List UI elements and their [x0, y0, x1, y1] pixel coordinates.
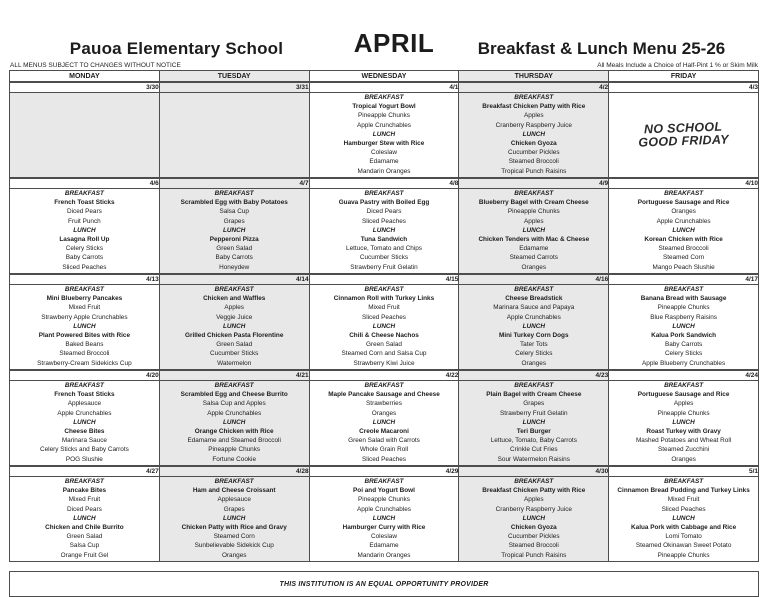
menu-item: Cheese Breadstick [505, 295, 563, 303]
breakfast-label: BREAKFAST [64, 190, 104, 197]
menu-item: Lettuce, Tomato and Chips [346, 245, 422, 253]
breakfast-label: BREAKFAST [64, 478, 104, 485]
menu-item: Sliced Peaches [361, 455, 407, 463]
menu-item: Applesauce [67, 400, 102, 408]
menu-item: Apple Blueberry Crunchables [642, 359, 726, 367]
menu-item: Blueberry Bagel with Cream Cheese [478, 199, 589, 207]
breakfast-label: BREAKFAST [214, 478, 254, 485]
breakfast-label: BREAKFAST [364, 382, 404, 389]
week-row [10, 381, 759, 467]
breakfast-label: BREAKFAST [664, 190, 704, 197]
menu-item: Celery Sticks and Baby Carrots [40, 446, 129, 454]
menu-item: Edamame [369, 542, 399, 550]
menu-item: Sliced Peaches [361, 217, 407, 225]
date-cell: 4/16 [459, 274, 609, 285]
menu-item: Banana Bread with Sausage [640, 295, 727, 303]
date-cell: 4/9 [459, 178, 609, 189]
menu-item: Apples [224, 304, 244, 312]
menu-item: Pineapple Chunks [358, 112, 410, 120]
menu-item: Blue Raspberry Raisins [650, 313, 717, 321]
date-cell: 4/24 [609, 370, 759, 381]
menu-item: Korean Chicken with Rice [644, 236, 723, 244]
menu-item: Oranges [521, 359, 547, 367]
menu-cell [609, 189, 759, 275]
date-row [10, 466, 759, 477]
lunch-label: LUNCH [522, 226, 545, 234]
equal-opportunity-statement: THIS INSTITUTION IS AN EQUAL OPPORTUNITY PROVIDER [279, 580, 489, 588]
breakfast-label: BREAKFAST [64, 382, 104, 389]
menu-cell [309, 381, 459, 467]
menu-item: Mixed Fruit [667, 496, 700, 504]
menu-item: Scrambled Egg with Baby Potatoes [180, 199, 288, 207]
date-cell: 4/7 [159, 178, 309, 189]
menu-item: Poi and Yogurt Bowl [353, 487, 415, 495]
date-cell: 5/1 [609, 466, 759, 477]
menu-cell [10, 189, 160, 275]
date-cell: 4/27 [10, 466, 160, 477]
footer-box [9, 571, 759, 597]
week-row [10, 285, 759, 371]
menu-item: Edamame [519, 245, 549, 253]
menu-cell [309, 477, 459, 562]
menu-item: Lasagna Roll Up [59, 236, 110, 244]
menu-item: Strawberry Kiwi Juice [353, 359, 415, 367]
menu-cell [459, 285, 609, 371]
menu-item: Cranberry Raspberry Juice [495, 505, 572, 513]
menu-item: Steamed Okinawan Sweet Potato [635, 542, 732, 550]
menu-item: Oranges [671, 208, 696, 216]
menu-item: Hamburger Curry with Rice [342, 524, 426, 532]
breakfast-label: BREAKFAST [64, 286, 104, 293]
menu-cell [10, 285, 160, 371]
no-school-notice [609, 119, 759, 150]
menu-item: Apple Crunchables [356, 505, 411, 513]
lunch-label: LUNCH [672, 226, 695, 234]
date-cell: 4/29 [309, 466, 459, 477]
document-header [9, 28, 759, 59]
date-cell: 4/10 [609, 178, 759, 189]
menu-item: Mini Blueberry Pancakes [46, 295, 123, 303]
menu-item: Orange Fruit Gel [60, 551, 109, 559]
breakfast-label: BREAKFAST [514, 382, 554, 389]
menu-item: Steamed Carrots [509, 254, 558, 262]
month-title: APRIL [353, 28, 435, 58]
menu-item: Portuguese Sausage and Rice [637, 199, 730, 207]
date-cell: 3/31 [159, 82, 309, 93]
breakfast-label: BREAKFAST [664, 286, 704, 293]
breakfast-label: BREAKFAST [514, 190, 554, 197]
menu-item: French Toast Sticks [54, 391, 115, 399]
menu-item: Oranges [521, 263, 547, 271]
menu-item: Steamed Broccoli [658, 245, 709, 253]
menu-item: Tater Tots [519, 341, 548, 349]
menu-cell [159, 189, 309, 275]
menu-item: Strawberry-Cream Sidekicks Cup [37, 359, 132, 367]
menu-item: Sliced Peaches [361, 313, 407, 321]
day-header-1: TUESDAY [159, 71, 309, 83]
menu-item: Edamame [369, 158, 399, 166]
menu-item: Lettuce, Tomato, Baby Carrots [490, 437, 577, 445]
menu-item: Maple Pancake Sausage and Cheese [328, 391, 440, 399]
menu-item: Diced Pears [66, 505, 102, 513]
date-cell: 4/1 [309, 82, 459, 93]
menu-item: Chicken and Waffles [203, 295, 266, 303]
menu-item: Oranges [671, 455, 696, 463]
menu-item: Celery Sticks [515, 350, 553, 358]
breakfast-label: BREAKFAST [664, 478, 704, 485]
menu-item: Crinkle Cut Fries [509, 446, 558, 454]
menu-item: Strawberry Apple Crunchables [41, 313, 128, 321]
menu-item: Oranges [221, 551, 247, 559]
lunch-label: LUNCH [223, 226, 246, 234]
no-school-line: NO SCHOOL [643, 119, 723, 137]
date-cell: 4/20 [10, 370, 160, 381]
day-header-4: FRIDAY [609, 71, 759, 83]
lunch-label: LUNCH [73, 418, 96, 426]
week-row [10, 189, 759, 275]
lunch-label: LUNCH [223, 322, 246, 330]
menu-item: Guava Pastry with Boiled Egg [338, 199, 430, 207]
menu-item: Cucumber Pickles [508, 533, 560, 541]
menu-item: Mixed Fruit [368, 304, 400, 312]
menu-cell [609, 477, 759, 562]
date-cell: 4/13 [10, 274, 160, 285]
menu-item: Green Salad [216, 341, 253, 349]
menu-item: Plain Bagel with Cream Cheese [486, 391, 582, 399]
menu-item: Chicken and Chile Burrito [45, 524, 124, 532]
lunch-label: LUNCH [522, 418, 545, 426]
breakfast-label: BREAKFAST [664, 382, 704, 389]
menu-item: Steamed Broccoli [59, 350, 110, 358]
lunch-label: LUNCH [522, 130, 545, 138]
lunch-label: LUNCH [372, 514, 396, 522]
menu-item: Whole Grain Roll [359, 446, 409, 454]
menu-cell [609, 285, 759, 371]
lunch-label: LUNCH [372, 226, 396, 234]
menu-item: Mashed Potatoes and Wheat Roll [635, 437, 732, 445]
notes-row [9, 62, 759, 69]
breakfast-label: BREAKFAST [364, 190, 404, 197]
date-cell: 4/15 [309, 274, 459, 285]
menu-item: Grilled Chicken Pasta Florentine [185, 332, 284, 340]
menu-item: Celery Sticks [65, 245, 104, 253]
lunch-label: LUNCH [522, 514, 545, 522]
menu-item: Coleslaw [371, 533, 397, 541]
empty-cell [10, 93, 160, 179]
menu-item: Chicken Tenders with Mac & Cheese [478, 236, 590, 244]
menu-item: Mixed Fruit [68, 496, 101, 504]
menu-item: Cucumber Sticks [210, 350, 259, 358]
menu-item: Strawberries [366, 400, 402, 408]
empty-cell [159, 93, 309, 179]
school-name: Pauoa Elementary School [69, 39, 284, 58]
lunch-label: LUNCH [372, 322, 396, 330]
date-cell: 4/2 [459, 82, 609, 93]
menu-cell [159, 285, 309, 371]
menu-item: Apple Crunchables [57, 409, 112, 417]
menu-item: Fruit Punch [68, 217, 101, 225]
no-school-cell [609, 93, 759, 179]
menu-item: Diced Pears [66, 208, 102, 216]
day-header-2: WEDNESDAY [309, 71, 459, 83]
date-cell: 4/3 [609, 82, 759, 93]
menu-item: Baby Carrots [215, 254, 253, 262]
menu-cell [609, 381, 759, 467]
menu-cell [309, 189, 459, 275]
menu-item: Chicken Gyoza [510, 140, 557, 148]
menu-item: Steamed Corn and Salsa Cup [341, 350, 427, 358]
breakfast-label: BREAKFAST [514, 94, 554, 101]
menu-item: Oranges [371, 409, 397, 417]
menu-item: Watermelon [217, 359, 252, 367]
lunch-label: LUNCH [672, 514, 695, 522]
menu-item: Baked Beans [65, 341, 104, 349]
menu-item: Celery Sticks [664, 350, 703, 358]
menu-cell [459, 93, 609, 179]
menu-item: Apple Crunchables [207, 409, 262, 417]
menu-item: Grapes [523, 400, 545, 408]
menu-item: Strawberry Fruit Gelatin [500, 409, 568, 417]
lunch-label: LUNCH [672, 322, 695, 330]
menu-cell [459, 381, 609, 467]
menu-item: POG Slushie [65, 455, 103, 463]
menu-cell [459, 189, 609, 275]
menu-item: Honeydew [219, 263, 250, 271]
menu-item: Cinnamon Bread Pudding and Turkey Links [617, 487, 750, 495]
menu-item: Tropical Yogurt Bowl [352, 103, 416, 111]
menu-item: Steamed Zucchini [658, 446, 710, 454]
menu-item: Tropical Punch Raisins [501, 551, 567, 559]
lunch-label: LUNCH [372, 418, 396, 426]
lunch-label: LUNCH [522, 322, 545, 330]
milk-notice: All Meals Include a Choice of Half-Pint 1 % or Skim Milk [597, 62, 758, 69]
menu-item: Fortune Cookie [212, 455, 257, 463]
menu-cell [459, 477, 609, 562]
menu-item: Diced Pears [366, 208, 402, 216]
menu-item: Cucumber Sticks [359, 254, 409, 262]
menu-item: Pineapple Chunks [657, 409, 710, 417]
lunch-label: LUNCH [73, 226, 96, 234]
menu-item: Green Salad with Carrots [348, 437, 420, 445]
menu-cell [10, 477, 160, 562]
date-cell: 4/28 [159, 466, 309, 477]
date-cell: 4/8 [309, 178, 459, 189]
breakfast-label: BREAKFAST [214, 286, 254, 293]
menu-item: Plant Powered Bites with Rice [38, 332, 131, 340]
date-row [10, 178, 759, 189]
week-row [10, 93, 759, 179]
menu-item: Applesauce [217, 496, 251, 504]
menu-item: Veggie Juice [216, 313, 253, 321]
menu-item: Edamame and Steamed Broccoli [187, 437, 281, 445]
menu-item: Hamburger Stew with Rice [343, 140, 425, 148]
menu-item: Creole Macaroni [359, 428, 409, 436]
menu-item: Teri Burger [516, 428, 551, 436]
menu-item: Portuguese Sausage and Rice [637, 391, 730, 399]
menu-item: Sliced Peaches [62, 263, 107, 271]
menu-item: Steamed Broccoli [508, 542, 559, 550]
menu-item: Baby Carrots [664, 341, 703, 349]
menu-item: Tuna Sandwich [360, 236, 408, 244]
lunch-label: LUNCH [223, 418, 246, 426]
menu-item: Apple Crunchables [656, 217, 711, 225]
menu-cell [10, 381, 160, 467]
menu-item: Green Salad [366, 341, 402, 349]
menu-item: Scrambled Egg and Cheese Burrito [180, 391, 288, 399]
week-row [10, 477, 759, 562]
no-school-line: GOOD FRIDAY [638, 132, 730, 150]
date-cell: 4/22 [309, 370, 459, 381]
menu-item: Green Salad [216, 245, 253, 253]
menu-item: Grapes [223, 217, 245, 225]
menu-item: Chili & Cheese Nachos [349, 332, 419, 340]
menu-item: Sliced Peaches [661, 505, 706, 513]
menu-item: Mandarin Oranges [357, 551, 411, 559]
menu-item: Marinara Sauce and Papaya [493, 304, 575, 312]
menu-item: Cheese Bites [64, 428, 105, 436]
date-cell: 3/30 [10, 82, 160, 93]
breakfast-label: BREAKFAST [514, 478, 554, 485]
menu-calendar [9, 70, 759, 562]
breakfast-label: BREAKFAST [514, 286, 554, 293]
date-cell: 4/14 [159, 274, 309, 285]
day-header-3: THURSDAY [459, 71, 609, 83]
menu-item: Apple Crunchables [506, 313, 561, 321]
menu-item: Mango Peach Slushie [652, 263, 715, 271]
menu-item: Kalua Pork Sandwich [651, 332, 717, 340]
date-cell: 4/17 [609, 274, 759, 285]
lunch-label: LUNCH [223, 514, 246, 522]
breakfast-label: BREAKFAST [364, 94, 404, 101]
breakfast-label: BREAKFAST [364, 286, 404, 293]
menu-item: Lomi Tomato [665, 533, 702, 541]
menu-item: Orange Chicken with Rice [194, 428, 274, 436]
menu-item: Mandarin Oranges [357, 167, 411, 175]
menu-item: Roast Turkey with Gravy [646, 428, 721, 436]
menu-item: Breakfast Chicken Patty with Rice [482, 103, 586, 111]
date-row [10, 370, 759, 381]
menu-item: Marinara Sauce [61, 437, 107, 445]
day-header-0: MONDAY [10, 71, 160, 83]
date-row [10, 274, 759, 285]
date-cell: 4/6 [10, 178, 160, 189]
lunch-label: LUNCH [372, 130, 396, 138]
menu-item: Cranberry Raspberry Juice [495, 121, 572, 129]
menu-item: Sour Watermelon Raisins [497, 455, 570, 463]
menu-item: Apples [673, 400, 694, 408]
menu-item: Pineapple Chunks [208, 446, 261, 454]
menu-item: Sunbelievable Sidekick Cup [194, 542, 274, 550]
date-cell: 4/30 [459, 466, 609, 477]
menu-item: Coleslaw [371, 149, 397, 157]
date-cell: 4/23 [459, 370, 609, 381]
menu-item: Strawberry Fruit Gelatin [350, 263, 418, 271]
lunch-label: LUNCH [73, 322, 96, 330]
menu-item: French Toast Sticks [54, 199, 115, 207]
menu-item: Steamed Corn [213, 533, 255, 541]
breakfast-label: BREAKFAST [364, 478, 404, 485]
menu-item: Pineapple Chunks [657, 304, 710, 312]
menu-cell [309, 285, 459, 371]
date-row [10, 82, 759, 93]
menu-item: Chicken Patty with Rice and Gravy [181, 524, 287, 532]
menu-item: Steamed Broccoli [508, 158, 559, 166]
changes-notice: ALL MENUS SUBJECT TO CHANGES WITHOUT NOTICE [10, 62, 181, 69]
breakfast-label: BREAKFAST [214, 382, 254, 389]
menu-item: Pepperoni Pizza [209, 236, 259, 244]
menu-item: Cucumber Pickles [508, 149, 560, 157]
menu-item: Apples [524, 217, 544, 225]
menu-cell [159, 381, 309, 467]
day-header-row [10, 71, 759, 83]
menu-item: Kalua Pork with Cabbage and Rice [631, 524, 737, 532]
menu-item: Mini Turkey Corn Dogs [499, 332, 569, 340]
menu-cell [309, 93, 459, 179]
breakfast-label: BREAKFAST [214, 190, 254, 197]
menu-item: Salsa Cup [219, 208, 249, 216]
lunch-label: LUNCH [73, 514, 96, 522]
menu-title: Breakfast & Lunch Menu 25-26 [477, 39, 726, 58]
menu-item: Mixed Fruit [68, 304, 101, 312]
lunch-label: LUNCH [672, 418, 695, 426]
menu-item: Pineapple Chunks [657, 551, 710, 559]
menu-cell [159, 477, 309, 562]
menu-item: Apples [524, 112, 544, 120]
menu-item: Pancake Bites [62, 487, 107, 495]
menu-item: Breakfast Chicken Patty with Rice [482, 487, 586, 495]
menu-item: Grapes [223, 505, 245, 513]
menu-item: Ham and Cheese Croissant [192, 487, 276, 495]
menu-item: Tropical Punch Raisins [501, 167, 567, 175]
menu-item: Chicken Gyoza [510, 524, 557, 532]
menu-item: Cinnamon Roll with Turkey Links [333, 295, 435, 303]
menu-item: Pineapple Chunks [507, 208, 560, 216]
date-cell: 4/21 [159, 370, 309, 381]
menu-item: Apple Crunchables [356, 121, 411, 129]
menu-item: Green Salad [66, 533, 103, 541]
menu-item: Steamed Corn [662, 254, 705, 262]
menu-item: Baby Carrots [65, 254, 104, 262]
menu-item: Apples [524, 496, 544, 504]
menu-item: Salsa Cup and Apples [202, 400, 266, 408]
menu-item: Pineapple Chunks [358, 496, 410, 504]
menu-item: Salsa Cup [69, 542, 100, 550]
